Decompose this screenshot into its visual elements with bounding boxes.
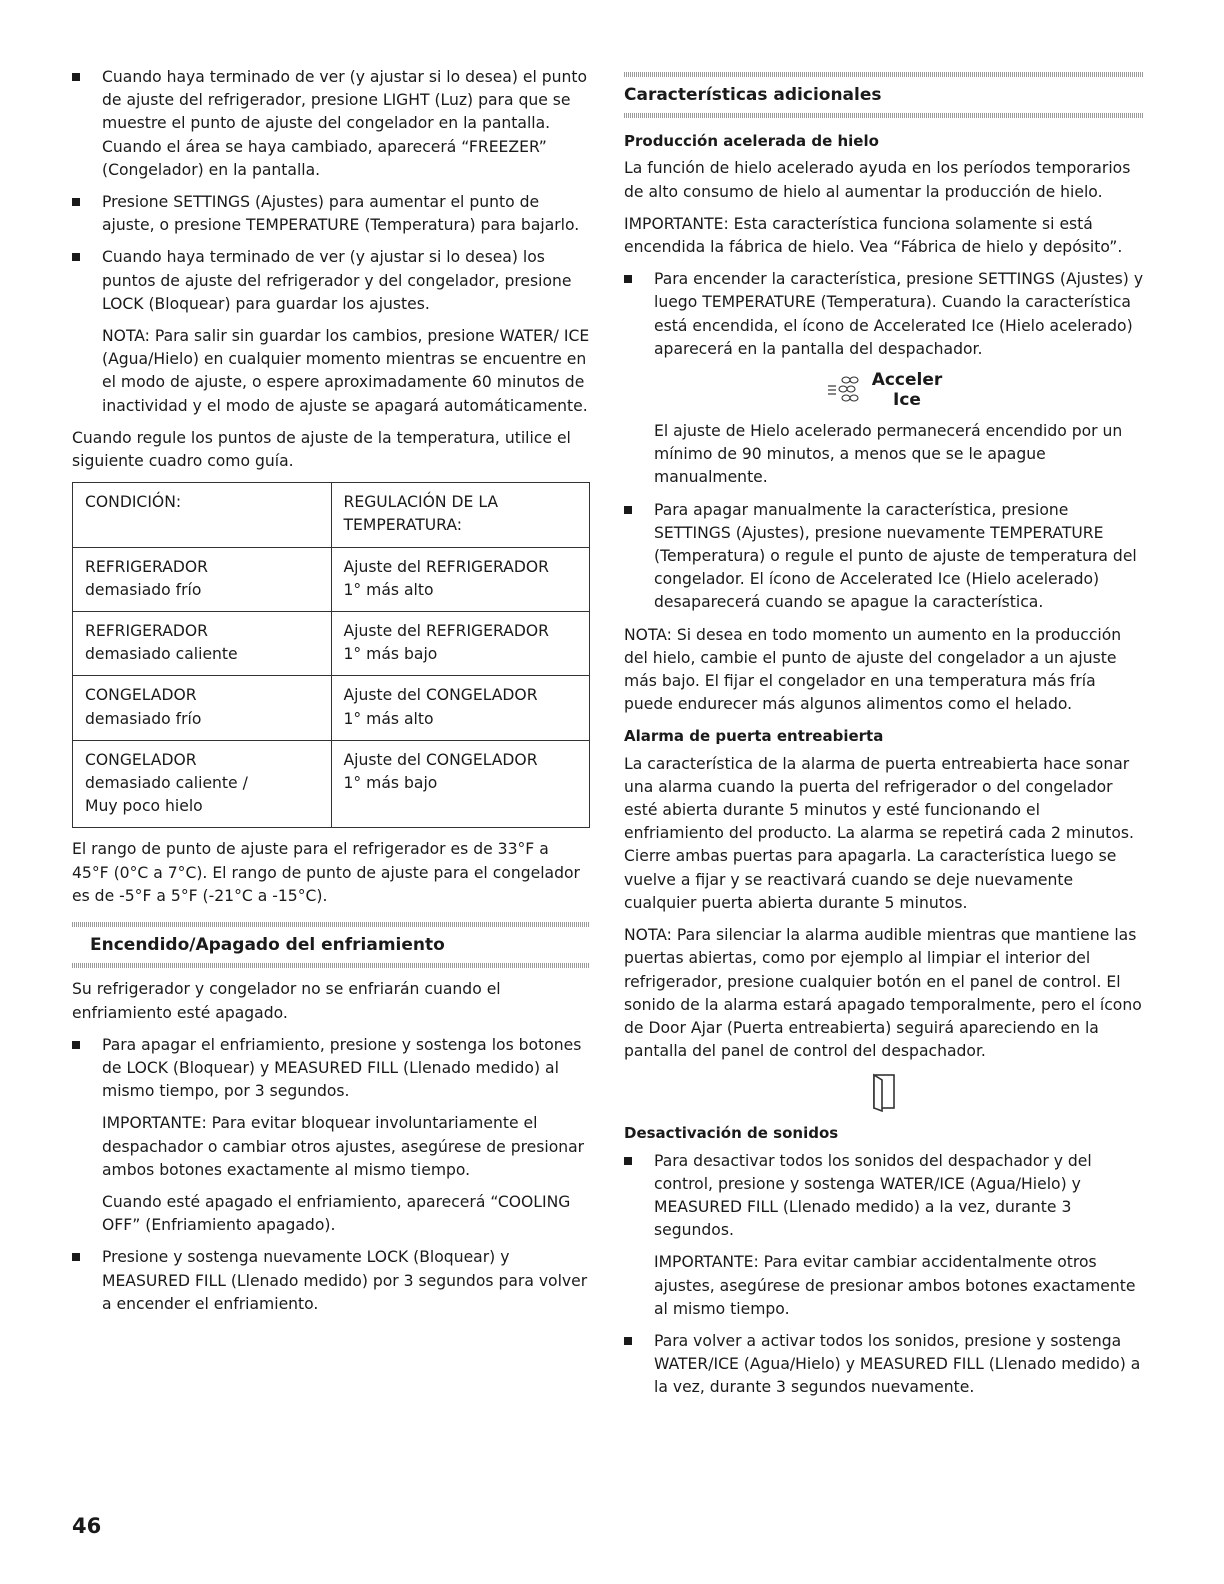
header-rule [624,113,1144,118]
right-column [624,66,1144,1409]
door-ajar-icon [871,1072,897,1112]
bullet-square-icon [72,73,80,81]
table-header-cell: REGULACIÓN DE LA TEMPERATURA: [331,483,590,547]
list-item: Para apagar el enfriamiento, presione y sostenga los botones de LOCK (Bloquear) y MEASURED FILL (Llenado medido) al mismo tiempo, por 3 segundos. [72,1034,590,1104]
section-header-cooling [72,922,590,968]
important-paragraph: IMPORTANTE: Esta característica funciona solamente si está encendida la fábrica de hielo. Vea “Fábrica de hielo y depósito”. [624,214,1123,257]
note-label: NOTA: [102,327,150,346]
important-label: IMPORTANTE: [102,1114,207,1133]
table-cell: Ajuste del CONGELADOR 1° más alto [331,676,590,740]
range-paragraph: El rango de punto de ajuste para el refrigerador es de 33°F a 45°F (0°C a 7°C). El rango de punto de ajuste para el congelador es de -5°F a 5°F (-21°C a -15°C). [72,840,580,905]
table-cell: Ajuste del REFRIGERADOR 1° más bajo [331,612,590,676]
table-cell: REFRIGERADOR demasiado caliente [73,612,332,676]
list-item: Presione SETTINGS (Ajustes) para aumentar el punto de ajuste, o presione TEMPERATURE (Temperatura) para bajarlo. [72,191,590,237]
table-header-row [73,483,590,547]
temperature-guide-table [72,482,590,828]
bullet-square-icon [624,1337,632,1345]
door-ajar-icon-block [624,1072,1144,1112]
table-cell: REFRIGERADOR demasiado frío [73,547,332,611]
accelerated-ice-icon-block [624,370,1144,410]
note-paragraph: NOTA: Para salir sin guardar los cambios, presione WATER/ ICE (Agua/Hielo) en cualquier momento mientras se encuentre en el modo de ajuste, o espere aproximadamente 60 minutos de inactividad y el modo de ajuste se apagará automáticamente. [102,327,590,415]
table-row [73,612,590,676]
bullet-square-icon [72,198,80,206]
section-header-features [624,72,1144,118]
list-item: Cuando haya terminado de ver (y ajustar si lo desea) los puntos de ajuste del refrigerador y del congelador, presione LOCK (Bloquear) para guardar los ajustes. [72,246,590,316]
table-header-cell: CONDICIÓN: [73,483,332,547]
important-paragraph: IMPORTANTE: Para evitar bloquear involuntariamente el despachador o cambiar otros ajustes, asegúrese de presionar ambos botones exactamente al mismo tiempo. [102,1114,585,1179]
paragraph: El ajuste de Hielo acelerado permanecerá encendido por un mínimo de 90 minutos, a menos que se le apague manualmente. [654,422,1123,487]
paragraph: La característica de la alarma de puerta entreabierta hace sonar una alarma cuando la puerta del refrigerador o del congelador esté abierta durante 5 minutos y esté funcionando el enfriamiento del producto. La alarma se repetirá cada 2 minutos. Cierre ambas puertas para apagarla. La característica luego se vuelve a fijar y se reactivará cuando se deje nuevamente cualquier puerta abierta durante 5 minutos. [624,754,1134,912]
section-title: Encendido/Apagado del enfriamiento [90,935,445,956]
table-cell: Ajuste del CONGELADOR 1° más bajo [331,740,590,828]
cooling-off-paragraph: Cuando esté apagado el enfriamiento, aparecerá “COOLING OFF” (Enfriamiento apagado). [102,1192,571,1235]
list-item: Para encender la característica, presione SETTINGS (Ajustes) y luego TEMPERATURE (Temperatura). Cuando la característica está encendida, el ícono de Accelerated Ice (Hielo acelerado) aparecerá en la pantalla del despachador. [624,268,1144,361]
list-item: Para desactivar todos los sonidos del despachador y del control, presione y sostenga WATER/ICE (Agua/Hielo) y MEASURED FILL (Llenado medido) a la vez, durante 3 segundos. [624,1150,1144,1243]
list-item: Para apagar manualmente la característica, presione SETTINGS (Ajustes), presione nuevamente TEMPERATURE (Temperatura) o regule el punto de ajuste de temperatura del congelador. El ícono de Accelerated Ice (Hielo acelerado) desaparecerá cuando se apague la característica. [624,499,1144,615]
table-cell: CONGELADOR demasiado caliente / Muy poco hielo [73,740,332,828]
table-row [73,740,590,828]
table-cell: Ajuste del REFRIGERADOR 1° más alto [331,547,590,611]
section-intro: Su refrigerador y congelador no se enfriarán cuando el enfriamiento esté apagado. [72,980,501,1022]
paragraph: La función de hielo acelerado ayuda en los períodos temporarios de alto consumo de hielo al aumentar la producción de hielo. [624,159,1131,201]
page-number: 46 [72,1514,102,1538]
bullet-square-icon [624,275,632,283]
bullet-square-icon [72,1041,80,1049]
list-item: Para volver a activar todos los sonidos, presione y sostenga WATER/ICE (Agua/Hielo) y MEASURED FILL (Llenado medido) a la vez, durante 3 segundos nuevamente. [624,1330,1144,1400]
accelerated-ice-label: Acceler Ice [871,370,943,411]
header-rule [72,963,590,968]
bullet-square-icon [72,1253,80,1261]
note-paragraph: NOTA: Para silenciar la alarma audible mientras que mantiene las puertas abiertas, como por ejemplo al limpiar el interior del refrigerador, presione cualquier botón en el panel de control. El sonido de la alarma estará apagado temporalmente, pero el ícono de Door Ajar (Puerta entreabierta) seguirá apareciendo en la pantalla del panel de control del despachador. [624,926,1142,1061]
table-row [73,547,590,611]
subheading: Producción acelerada de hielo [624,132,879,151]
list-item: Presione y sostenga nuevamente LOCK (Bloquear) y MEASURED FILL (Llenado medido) por 3 segundos para volver a encender el enfriamiento. [72,1246,590,1316]
table-intro: Cuando regule los puntos de ajuste de la temperatura, utilice el siguiente cuadro como guía. [72,428,571,471]
important-paragraph: IMPORTANTE: Para evitar cambiar accidentalmente otros ajustes, asegúrese de presionar ambos botones exactamente al mismo tiempo. [654,1253,1136,1318]
table-row [73,676,590,740]
bullet-square-icon [624,506,632,514]
bullet-square-icon [72,253,80,261]
subheading: Desactivación de sonidos [624,1124,839,1143]
bullet-square-icon [624,1157,632,1165]
subheading: Alarma de puerta entreabierta [624,727,884,746]
left-column [72,66,590,1325]
table-cell: CONGELADOR demasiado frío [73,676,332,740]
note-paragraph: NOTA: Si desea en todo momento un aumento en la producción del hielo, cambie el punto de ajuste del congelador a un ajuste más bajo. El fijar el congelador en una temperatura más fría puede endurecer más algunos alimentos como el helado. [624,625,1122,714]
list-item: Cuando haya terminado de ver (y ajustar si lo desea) el punto de ajuste del refrigerador, presione LIGHT (Luz) para que se muestre el punto de ajuste del congelador en la pantalla. Cuando el área se haya cambiado, aparecerá “FREEZER” (Congelador) en la pantalla. [72,66,590,182]
accelerated-ice-icon [826,372,868,408]
section-title: Características adicionales [624,85,882,105]
